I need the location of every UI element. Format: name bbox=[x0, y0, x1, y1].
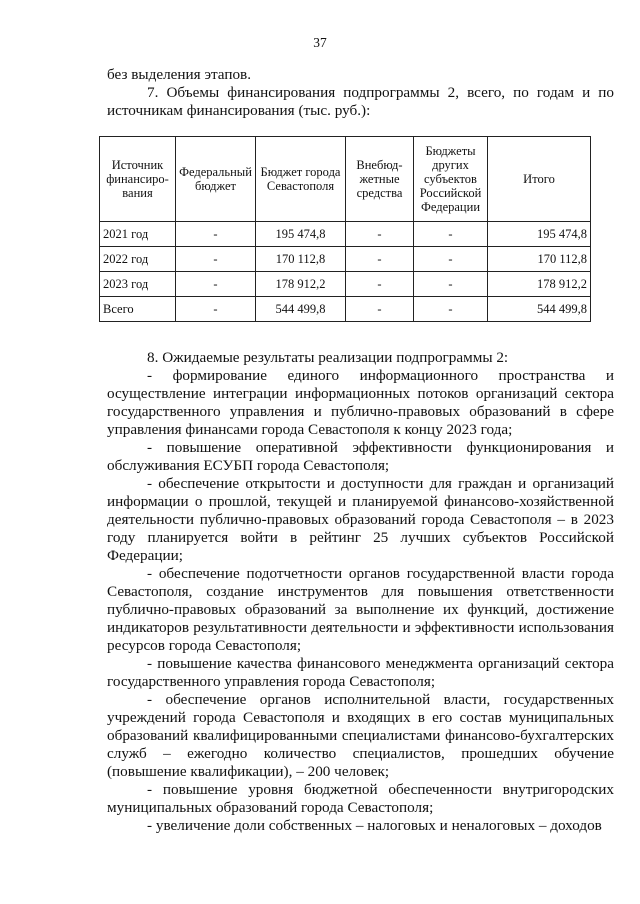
page-number: 37 bbox=[313, 35, 327, 50]
cell-total: 544 499,8 bbox=[488, 297, 591, 322]
result-item: - повышение качества финансового менеджмента организаций сектора государственного управления города Севастополя; bbox=[107, 655, 614, 690]
cell-other-regions: - bbox=[414, 297, 488, 322]
results-heading: 8. Ожидаемые результаты реализации подпрограммы 2: bbox=[147, 349, 509, 366]
header-city-budget: Бюджет города Севастополя bbox=[256, 137, 346, 222]
cell-total: 178 912,2 bbox=[488, 272, 591, 297]
cell-year: Всего bbox=[100, 297, 176, 322]
intro-block bbox=[107, 66, 614, 120]
table-row bbox=[100, 222, 591, 247]
cell-total: 195 474,8 bbox=[488, 222, 591, 247]
table-row bbox=[100, 247, 591, 272]
cell-extrabudgetary: - bbox=[346, 247, 414, 272]
cell-city: 195 474,8 bbox=[256, 222, 346, 247]
result-item: - обеспечение подотчетности органов государственной власти города Севастополя, создание инструментов для повышения ответственности публично-правовых образований за выполнение их функций, достижение индикаторов результативности деятельности и эффективности использования ресурсов города Севастополя; bbox=[107, 565, 614, 654]
cell-federal: - bbox=[176, 247, 256, 272]
cell-year: 2021 год bbox=[100, 222, 176, 247]
cell-extrabudgetary: - bbox=[346, 222, 414, 247]
cell-federal: - bbox=[176, 222, 256, 247]
header-total: Итого bbox=[488, 137, 591, 222]
header-federal-budget: Федеральный бюджет bbox=[176, 137, 256, 222]
intro-line-stages: без выделения этапов. bbox=[107, 66, 252, 83]
expected-results-section bbox=[107, 349, 614, 835]
cell-other-regions: - bbox=[414, 222, 488, 247]
table-row-total bbox=[100, 297, 591, 322]
cell-other-regions: - bbox=[414, 272, 488, 297]
cell-other-regions: - bbox=[414, 247, 488, 272]
result-item: - обеспечение открытости и доступности для граждан и организаций информации о прошлой, текущей и планируемой финансово-хозяйственной деятельности публично-правовых образований города Севастополя – в 2023 году планируется войти в рейтинг 25 лучших субъектов Российской Федерации; bbox=[107, 475, 614, 564]
cell-city: 178 912,2 bbox=[256, 272, 346, 297]
header-extrabudgetary: Внебюд-жетные средства bbox=[346, 137, 414, 222]
result-item: - увеличение доли собственных – налоговых и неналоговых – доходов bbox=[147, 817, 602, 834]
cell-city: 544 499,8 bbox=[256, 297, 346, 322]
financing-table-wrapper bbox=[99, 136, 590, 322]
result-item: - повышение уровня бюджетной обеспеченности внутригородских муниципальных образований города Севастополя; bbox=[107, 781, 614, 816]
result-item: - обеспечение органов исполнительной власти, государственных учреждений города Севастополя и входящих в его состав муниципальных образований квалифицированными специалистами финансово-бухгалтерских служб – ежегодно количество специалистов, прошедших обучение (повышение квалификации), – 200 человек; bbox=[107, 691, 614, 780]
cell-extrabudgetary: - bbox=[346, 297, 414, 322]
financing-section-heading: 7. Объемы финансирования подпрограммы 2, всего, по годам и по источникам финансирования (тыс. руб.): bbox=[107, 84, 614, 119]
cell-total: 170 112,8 bbox=[488, 247, 591, 272]
table-row bbox=[100, 272, 591, 297]
table-header-row bbox=[100, 137, 591, 222]
cell-year: 2022 год bbox=[100, 247, 176, 272]
cell-federal: - bbox=[176, 297, 256, 322]
header-source: Источник финансиро-вания bbox=[100, 137, 176, 222]
cell-year: 2023 год bbox=[100, 272, 176, 297]
financing-table bbox=[99, 136, 591, 322]
result-item: - повышение оперативной эффективности функционирования и обслуживания ЕСУБП города Севастополя; bbox=[107, 439, 614, 474]
header-other-regions: Бюджеты других субъектов Российской Федерации bbox=[414, 137, 488, 222]
result-item: - формирование единого информационного пространства и осуществление интеграции информационных потоков организаций сектора государственного управления и публично-правовых образований в сфере управления финансами города Севастополя к концу 2023 года; bbox=[107, 367, 614, 438]
cell-federal: - bbox=[176, 272, 256, 297]
cell-extrabudgetary: - bbox=[346, 272, 414, 297]
cell-city: 170 112,8 bbox=[256, 247, 346, 272]
